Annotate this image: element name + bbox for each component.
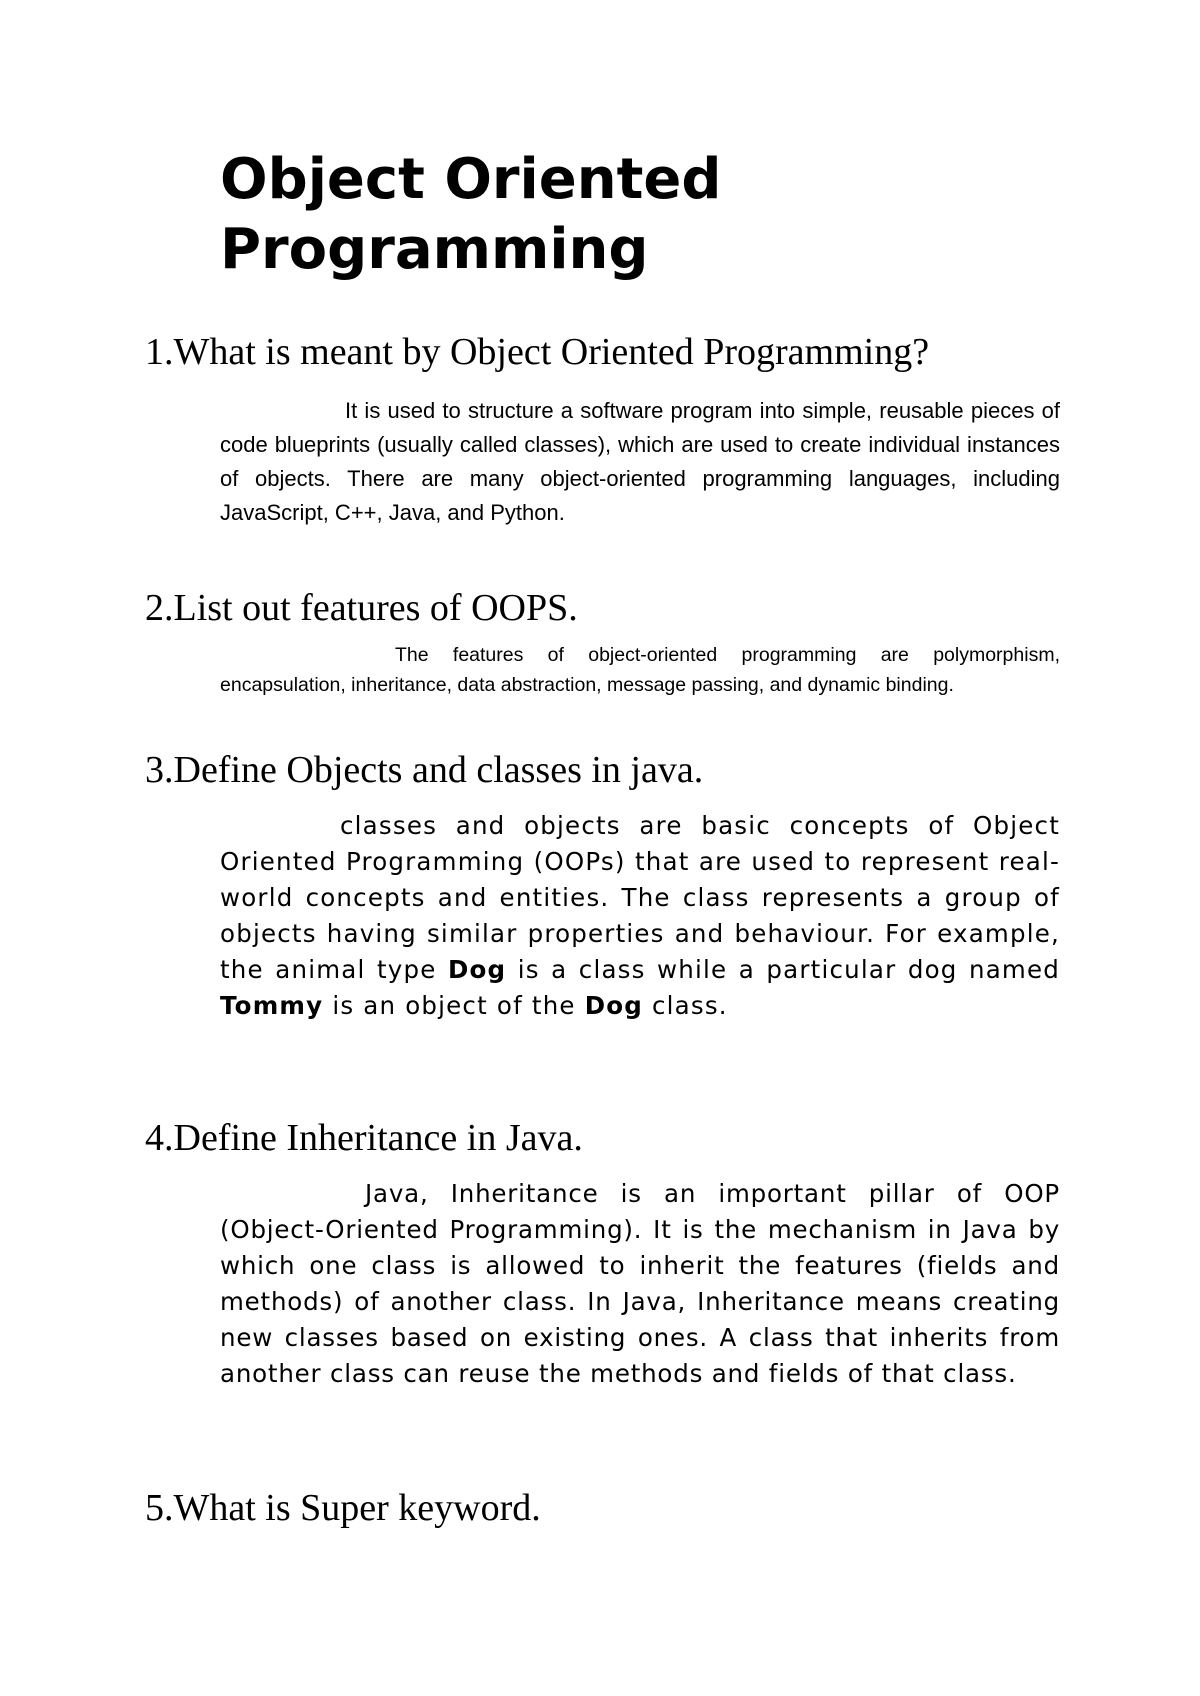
- answer-3-text-3: is an object of the: [323, 991, 585, 1020]
- answer-3-tommy: Tommy: [220, 991, 324, 1020]
- answer-2: [220, 640, 1060, 700]
- answer-3-text-4: class.: [643, 991, 728, 1020]
- answer-3-dog-2: Dog: [584, 991, 643, 1020]
- answer-1: [220, 394, 1060, 530]
- title-line-1: Object Oriented: [220, 147, 722, 212]
- question-4: 4.Define Inheritance in Java.: [145, 1117, 583, 1159]
- question-1: 1.What is meant by Object Oriented Programming?: [145, 331, 930, 373]
- answer-4: [220, 1176, 1060, 1392]
- answer-3-text-2: is a class while a particular dog named: [506, 955, 1060, 984]
- question-5: 5.What is Super keyword.: [145, 1487, 541, 1529]
- answer-3-dog: Dog: [447, 955, 507, 984]
- answer-4-text: Java, Inheritance is an important pillar of OOP (Object-Oriented Programming). It is the mechanism in Java by which one class is allowed to inherit the features (fields and methods) of another class. In Java, Inheritance means creating new classes based on existing ones. A class that inherits from another class can reuse the methods and fields of that class.: [220, 1179, 1060, 1388]
- answer-1-text: It is used to structure a software program into simple, reusable pieces of code blueprints (usually called classes), which are used to create individual instances of objects. There are many object-oriented programming languages, including JavaScript, C++, Java, and Python.: [220, 398, 1060, 525]
- question-2: 2.List out features of OOPS.: [145, 587, 578, 629]
- question-3: 3.Define Objects and classes in java.: [145, 749, 704, 791]
- answer-3-text-1: classes and objects are basic concepts of Object Oriented Programming (OOPs) that are used to represent real-world concepts and entities. The class represents a group of objects having similar properties and behaviour. For example, the animal type: [220, 811, 1060, 984]
- title-line-2: Programming: [220, 217, 649, 282]
- answer-2-text: The features of object-oriented programming are polymorphism, encapsulation, inheritance, data abstraction, message passing, and dynamic binding.: [220, 644, 1060, 696]
- document-title: [220, 145, 1120, 285]
- answer-3: [220, 808, 1060, 1024]
